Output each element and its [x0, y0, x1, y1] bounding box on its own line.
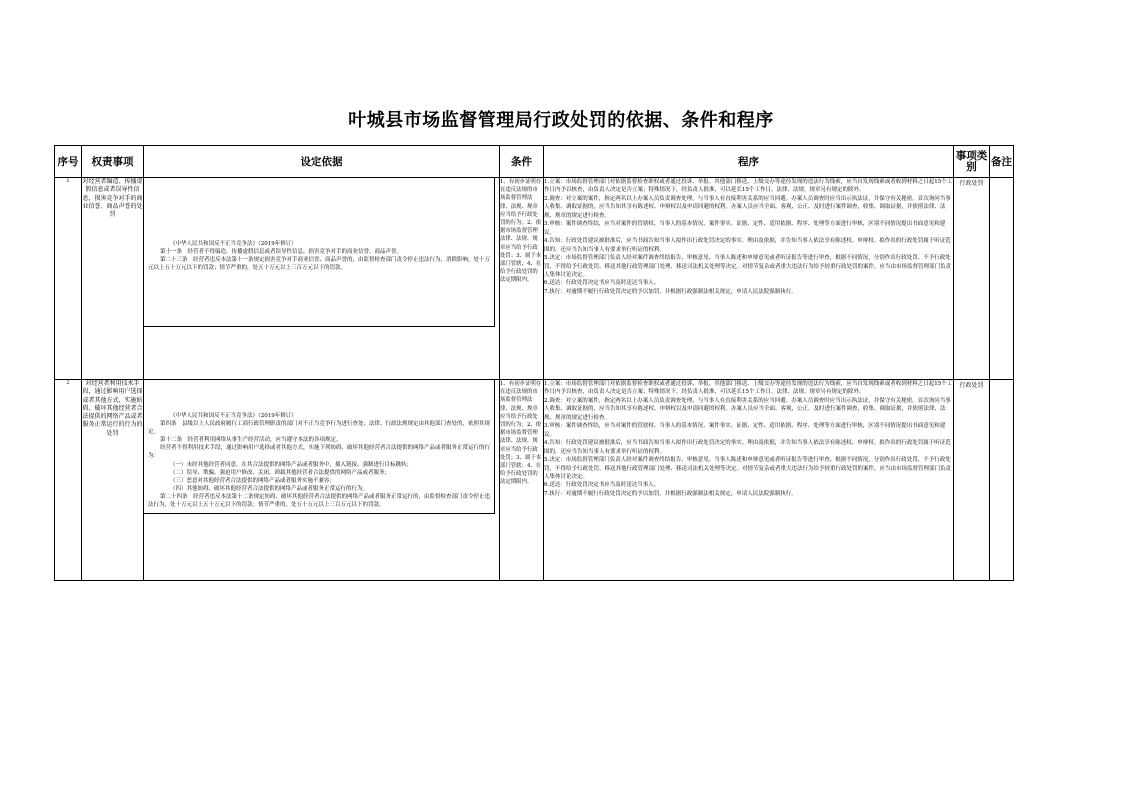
basis-line: （四）其他妨碍、破坏其他经营者合法提供的网络产品或者服务正常运行的行为。 — [170, 485, 369, 492]
row-item: 对经营者利用技术手段，通过影响用户选择或者其他方式，实施妨碍、破坏其他经营者合法提供的网络产品或者服务正常运行的行为的处罚 — [82, 380, 144, 581]
row-basis — [144, 178, 500, 380]
header-item: 权责事项 — [82, 146, 144, 178]
header-cond: 条件 — [500, 146, 544, 178]
basis-line: （一）未经其他经营者同意，在其合法提供的网络产品或者服务中，插入链接、强制进行目标跳转； — [170, 461, 413, 468]
proc-step: 7.执行：对逾期不履行行政处罚决定的予以加罚，并根据行政强制法相关规定，申请人民法院强制执行。 — [544, 490, 797, 497]
row-seq: 2 — [55, 380, 82, 581]
row-type: 行政处罚 — [954, 380, 990, 581]
proc-step: 3.审核：案件调查终结，应当对案件的管辖权、当事人的基本情况、案件事实、证据、定性、适用依据、程序、处理等方面进行审核，区别不同情况提出书面意见和建议。 — [544, 423, 946, 438]
row-proc — [544, 380, 954, 581]
proc-step: 5.决定：市场监督管理部门负责人经对案件调查终结报告、审核意见、当事人陈述和申辩意见或者听证报告等进行审查，根据不同情况，分别作出行政处罚、不予行政处罚、不得给予行政处罚、移送其他行政管理部门处理、移送司法机关处理等决定。对情节复杂或者重大违法行为给予较重行政处罚的案件，应当由市场监督管理部门负责人集体讨论决定。 — [544, 457, 952, 480]
table-row — [55, 380, 1014, 581]
row-note — [990, 178, 1014, 380]
proc-step: 6.送达：行政处罚决定书应当及时送达当事人。 — [544, 280, 660, 287]
proc-step: 2.调查：对立案的案件，指定两名以上办案人员负责调查处理，与当事人有直接利害关系的应当回避。办案人员调查时应当出示执法证，并保守有关秘密。首次询问当事人收集、调取证据的，应当告知其享有陈述权、申辩权以及申请回避的权利。办案人员应当全面、客观、公正、及时进行案件调查，收集、调取证据，并依照法律、法规、规章的规定进行检查。 — [544, 195, 951, 219]
header-type: 事项类别 — [954, 146, 990, 178]
row-type: 行政处罚 — [954, 178, 990, 380]
basis-line: 第十一条 经营者不得编造、传播虚假信息或者误导性信息，损害竞争对手的商业信誉、商品声誉。 — [160, 249, 403, 256]
row-item: 对经营者编造、传播虚假信息或者误导性信息，损害竞争对手的商业信誉、商品声誉的处罚 — [82, 178, 144, 380]
basis-line: 第十二条 经营者利用网络从事生产经营活动，应当遵守本法的各项规定。 — [160, 437, 342, 444]
basis-line: 《中华人民共和国反不正当竞争法》（2019年修订） — [170, 241, 297, 247]
header-row — [55, 146, 1014, 178]
header-basis: 设定依据 — [144, 146, 500, 178]
basis-line: 第二十三条 经营者违反本法第十一条规定损害竞争对手商业信誉、商品声誉的，由监督检查部门责令停止违法行为、消除影响，处十万元以上五十万元以下的罚款；情节严重的，处五十万元以上三百万元以下的罚款。 — [148, 257, 491, 272]
row-cond: 1、有初步证明存在违反法规的市场监督管理法律、法规、规章应当给予行政处罚的行为；2、依据市场监督管理法律、法规、规章应当给予行政处罚；3、属于本部门管辖；4、在给予行政处罚的法定期限内。 — [500, 178, 544, 380]
proc-step: 2.调查：对立案的案件，指定两名以上办案人员负责调查处理，与当事人有直接利害关系的应当回避。办案人员调查时应当出示执法证，并保守有关秘密。首次询问当事人收集、调取证据的，应当告知其享有陈述权、申辩权以及申请回避的权利。办案人员应当全面、客观、公正、及时进行案件调查，收集、调取证据，并依照法律、法规、规章的规定进行检查。 — [544, 397, 951, 421]
proc-step: 1.立案：市场监督管理部门对依据监督检查职权或者通过投诉、举报、其他部门移送、上级交办等途径发现的违法行为线索，应当自发现线索或者收到材料之日起15个工作日内予以核查，由负责人决定是否立案；特殊情况下，经负责人批准，可以延长15个工作日。法律、法规、规章另有规定的除外。 — [544, 179, 953, 194]
header-note: 备注 — [990, 146, 1014, 178]
basis-line: 《中华人民共和国反不正当竞争法》（2019年修订） — [170, 413, 297, 419]
page-title: 叶城县市场监督管理局行政处罚的依据、条件和程序 — [348, 110, 774, 131]
proc-step: 4.告知：行政处罚建议被批准后，应当书面告知当事人拟作出行政处罚决定的事实、理由及依据，并告知当事人依法享有陈述权、申辩权。拟作出的行政处罚属于听证范围的，还应当告知当事人有要求举行听证的权利。 — [544, 440, 951, 455]
row-note — [990, 380, 1014, 581]
basis-line: （二）误导、欺骗、强迫用户修改、关闭、卸载其他经营者合法提供的网络产品或者服务； — [170, 469, 391, 476]
proc-step: 5.决定：市场监督管理部门负责人经对案件调查终结报告、审核意见、当事人陈述和申辩意见或者听证报告等进行审查，根据不同情况，分别作出行政处罚、不予行政处罚、不得给予行政处罚、移送其他行政管理部门处理、移送司法机关处理等决定。对情节复杂或者重大违法行为给予较重行政处罚的案件，应当由市场监督管理部门负责人集体讨论决定。 — [544, 255, 952, 278]
basis-line: 经营者不得利用技术手段，通过影响用户选择或者其他方式，实施下列妨碍、破坏其他经营者合法提供的网络产品或者服务正常运行的行为： — [148, 445, 491, 460]
row-seq: 1 — [55, 178, 82, 380]
proc-step: 7.执行：对逾期不履行行政处罚决定的予以加罚，并根据行政强制法相关规定，申请人民法院强制执行。 — [544, 288, 797, 295]
header-seq: 序号 — [55, 146, 82, 178]
basis-line: 第四条 县级以上人民政府履行工商行政管理职责的部门对不正当竞争行为进行查处；法律、行政法规规定由其他部门查处的，依照其规定。 — [148, 421, 491, 436]
row-proc — [544, 178, 954, 380]
proc-step: 1.立案：市场监督管理部门对依据监督检查职权或者通过投诉、举报、其他部门移送、上级交办等途径发现的违法行为线索，应当自发现线索或者收到材料之日起15个工作日内予以核查，由负责人决定是否立案；特殊情况下，经负责人批准，可以延长15个工作日。法律、法规、规章另有规定的除外。 — [544, 381, 953, 396]
header-proc: 程序 — [544, 146, 954, 178]
proc-step: 3.审核：案件调查终结，应当对案件的管辖权、当事人的基本情况、案件事实、证据、定性、适用依据、程序、处理等方面进行审核，区别不同情况提出书面意见和建议。 — [544, 221, 946, 236]
row-basis — [144, 380, 500, 581]
table-row — [55, 178, 1014, 380]
proc-step: 6.送达：行政处罚决定书应当及时送达当事人。 — [544, 482, 660, 489]
penalty-table — [54, 145, 1014, 581]
basis-line: （三）恶意对其他经营者合法提供的网络产品或者服务实施不兼容； — [170, 477, 336, 484]
proc-step: 4.告知：行政处罚建议被批准后，应当书面告知当事人拟作出行政处罚决定的事实、理由及依据，并告知当事人依法享有陈述权、申辩权。拟作出的行政处罚属于听证范围的，还应当告知当事人有要求举行听证的权利。 — [544, 238, 951, 253]
row-cond: 1、有初步证明存在违反法规的市场监督管理法律、法规、规章应当给予行政处罚的行为；2、依据市场监督管理法律、法规、规章应当给予行政处罚；3、属于本部门管辖；4、在给予行政处罚的法定期限内。 — [500, 380, 544, 581]
basis-line: 第二十四条 经营者违反本法第十二条规定妨碍、破坏其他经营者合法提供的网络产品或者服务正常运行的，由监督检查部门责令停止违法行为，处十万元以上五十万元以下的罚款；情节严重的，处五十万元以上三百万元以下的罚款。 — [148, 493, 491, 509]
